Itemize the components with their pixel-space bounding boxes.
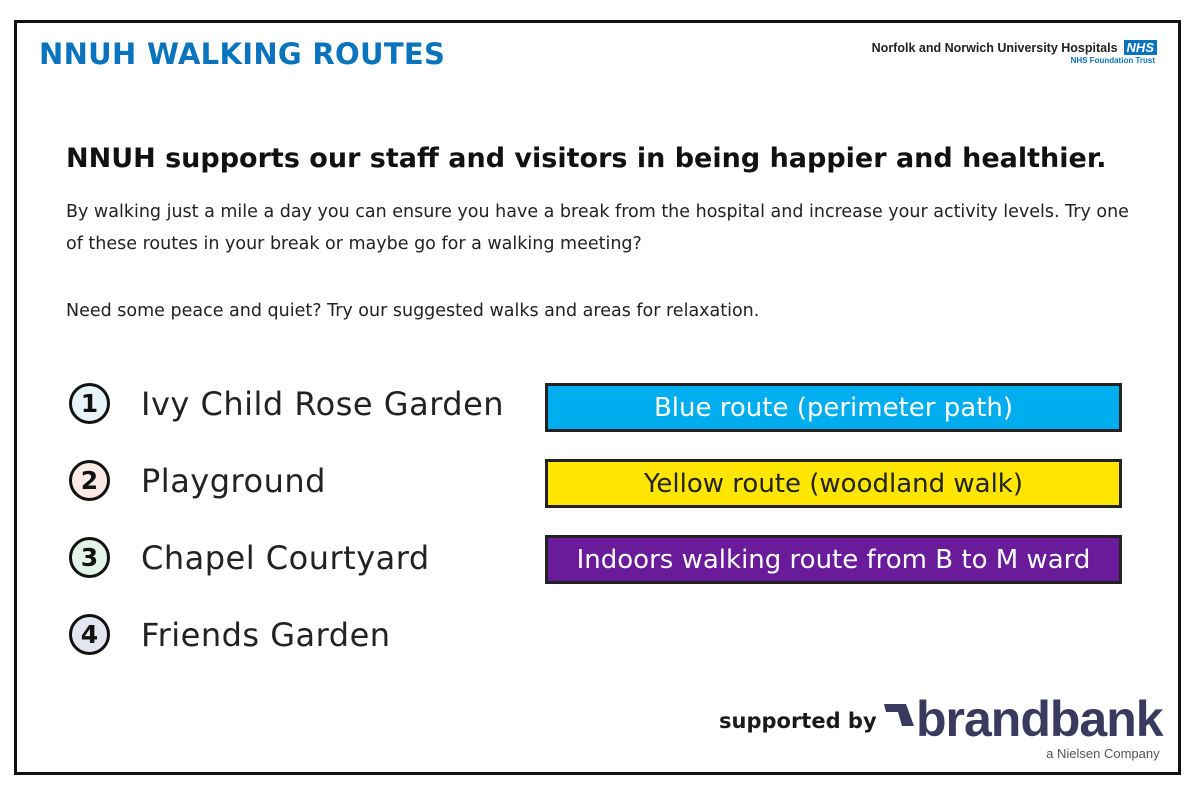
place-number-badge: 3 xyxy=(69,537,110,578)
places-list xyxy=(69,378,504,686)
brandbank-tick-icon xyxy=(884,704,914,726)
intro-paragraph: By walking just a mile a day you can ensure you have a break from the hospital and increase your activity levels. Try one of these routes in your break or maybe go for a walking meeting? xyxy=(66,202,1129,254)
place-item xyxy=(69,455,504,506)
indoor-route-box: Indoors walking route from B to M ward xyxy=(545,535,1122,584)
place-name: Ivy Child Rose Garden xyxy=(141,384,505,423)
place-number-badge: 1 xyxy=(69,383,110,424)
brandbank-logo xyxy=(884,690,1163,761)
brand-name: brandbank xyxy=(916,691,1163,747)
yellow-route-box: Yellow route (woodland walk) xyxy=(545,459,1122,508)
place-name: Friends Garden xyxy=(141,615,391,654)
brand-subtitle: a Nielsen Company xyxy=(1046,746,1160,761)
org-name: Norfolk and Norwich University Hospitals xyxy=(871,40,1118,55)
place-item xyxy=(69,532,504,583)
relaxation-paragraph: Need some peace and quiet? Try our suggested walks and areas for relaxation. xyxy=(66,301,760,321)
place-name: Chapel Courtyard xyxy=(141,538,430,577)
place-item xyxy=(69,609,504,660)
place-number-badge: 4 xyxy=(69,614,110,655)
nhs-logo xyxy=(872,40,1157,65)
supported-by-label: supported by xyxy=(719,709,877,733)
org-trust: NHS Foundation Trust xyxy=(1070,56,1155,65)
place-name: Playground xyxy=(141,461,326,500)
blue-route-box: Blue route (perimeter path) xyxy=(545,383,1122,432)
page-title: NNUH WALKING ROUTES xyxy=(39,37,446,71)
headline: NNUH supports our staff and visitors in being happier and healthier. xyxy=(66,143,1107,174)
place-number-badge: 2 xyxy=(69,460,110,501)
nhs-badge: NHS xyxy=(1124,40,1157,55)
place-item xyxy=(69,378,504,429)
